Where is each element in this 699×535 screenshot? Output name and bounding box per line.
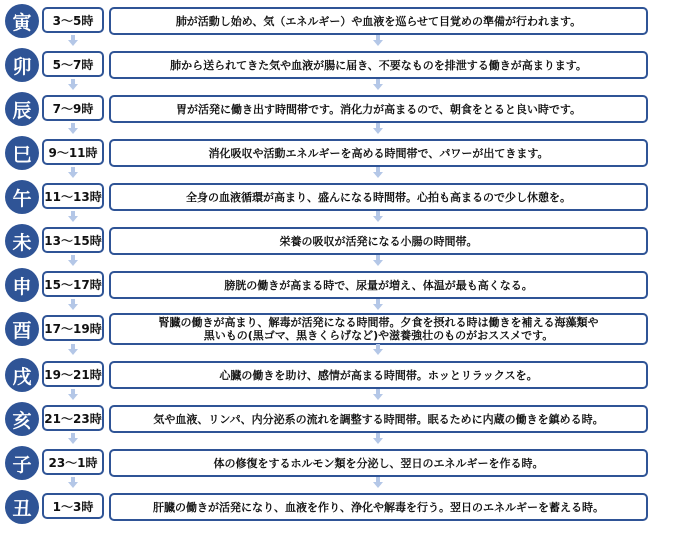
zodiac-badge: 申 [5, 268, 39, 302]
zodiac-badge: 亥 [5, 402, 39, 436]
zodiac-badge: 戌 [5, 358, 39, 392]
zodiac-badge: 寅 [5, 4, 39, 38]
row-tori [0, 312, 699, 344]
time-label: 5～7時 [42, 51, 104, 77]
zodiac-badge: 午 [5, 180, 39, 214]
down-arrow-icon [68, 260, 78, 266]
down-arrow-icon [68, 172, 78, 178]
down-arrow-icon [68, 482, 78, 488]
row-saru [0, 268, 699, 300]
description-box: 栄養の吸収が活発になる小腸の時間帯。 [109, 227, 648, 255]
time-label: 7～9時 [42, 95, 104, 121]
zodiac-badge: 卯 [5, 48, 39, 82]
down-arrow-icon [68, 349, 78, 355]
description-box: 心臓の働きを助け、感情が高まる時間帯。ホッとリラックスを。 [109, 361, 648, 389]
down-arrow-icon [373, 84, 383, 90]
down-arrow-icon [373, 394, 383, 400]
description-box: 気や血液、リンパ、内分泌系の流れを調整する時間帯。眠るために内蔵の働きを鎮める時。 [109, 405, 648, 433]
row-uma [0, 180, 699, 212]
down-arrow-icon [68, 84, 78, 90]
row-hitsuji [0, 224, 699, 256]
row-ushi [0, 490, 699, 522]
row-mi [0, 136, 699, 168]
down-arrow-icon [373, 172, 383, 178]
description-box: 肺が活動し始め、気（エネルギー）や血液を巡らせて目覚めの準備が行われます。 [109, 7, 648, 35]
down-arrow-icon [68, 438, 78, 444]
row-inu [0, 358, 699, 390]
description-box: 肝臓の働きが活発になり、血液を作り、浄化や解毒を行う。翌日のエネルギーを蓄える時。 [109, 493, 648, 521]
down-arrow-icon [68, 40, 78, 46]
time-label: 23～1時 [42, 449, 104, 475]
time-label: 1～3時 [42, 493, 104, 519]
down-arrow-icon [68, 216, 78, 222]
description-box: 膀胱の働きが高まる時で、尿量が増え、体温が最も高くなる。 [109, 271, 648, 299]
down-arrow-icon [68, 304, 78, 310]
down-arrow-icon [373, 260, 383, 266]
description-box: 体の修復をするホルモン類を分泌し、翌日のエネルギーを作る時。 [109, 449, 648, 477]
row-i [0, 402, 699, 434]
down-arrow-icon [373, 216, 383, 222]
description-box: 消化吸収や活動エネルギーを高める時間帯で、パワーが出てきます。 [109, 139, 648, 167]
zodiac-badge: 丑 [5, 490, 39, 524]
zodiac-badge: 未 [5, 224, 39, 258]
time-label: 19～21時 [42, 361, 104, 387]
down-arrow-icon [68, 128, 78, 134]
description-box: 肺から送られてきた気や血液が腸に届き、不要なものを排泄する働きが高まります。 [109, 51, 648, 79]
zodiac-badge: 子 [5, 446, 39, 480]
down-arrow-icon [373, 482, 383, 488]
down-arrow-icon [373, 349, 383, 355]
row-ne [0, 446, 699, 478]
down-arrow-icon [373, 128, 383, 134]
down-arrow-icon [373, 438, 383, 444]
row-tora [0, 4, 699, 36]
row-tatsu [0, 92, 699, 124]
zodiac-badge: 酉 [5, 312, 39, 346]
description-line-1: 腎臓の働きが高まり、解毒が活発になる時間帯。夕食を摂れる時は働きを補える海藻類や [158, 316, 599, 329]
zodiac-badge: 巳 [5, 136, 39, 170]
time-label: 17～19時 [42, 315, 104, 341]
description-line-2: 黒いもの(黒ゴマ、黒きくらげなど)や滋養強壮のものがおススメです。 [203, 329, 554, 342]
zodiac-badge: 辰 [5, 92, 39, 126]
time-label: 3～5時 [42, 7, 104, 33]
time-label: 13～15時 [42, 227, 104, 253]
down-arrow-icon [68, 394, 78, 400]
time-label: 9～11時 [42, 139, 104, 165]
time-label: 15～17時 [42, 271, 104, 297]
time-label: 11～13時 [42, 183, 104, 209]
description-box: 胃が活発に働き出す時間帯です。消化力が高まるので、朝食をとると良い時です。 [109, 95, 648, 123]
down-arrow-icon [373, 304, 383, 310]
description-box [109, 313, 648, 345]
row-u [0, 48, 699, 80]
time-label: 21～23時 [42, 405, 104, 431]
down-arrow-icon [373, 40, 383, 46]
description-box: 全身の血液循環が高まり、盛んになる時間帯。心拍も高まるので少し休憩を。 [109, 183, 648, 211]
